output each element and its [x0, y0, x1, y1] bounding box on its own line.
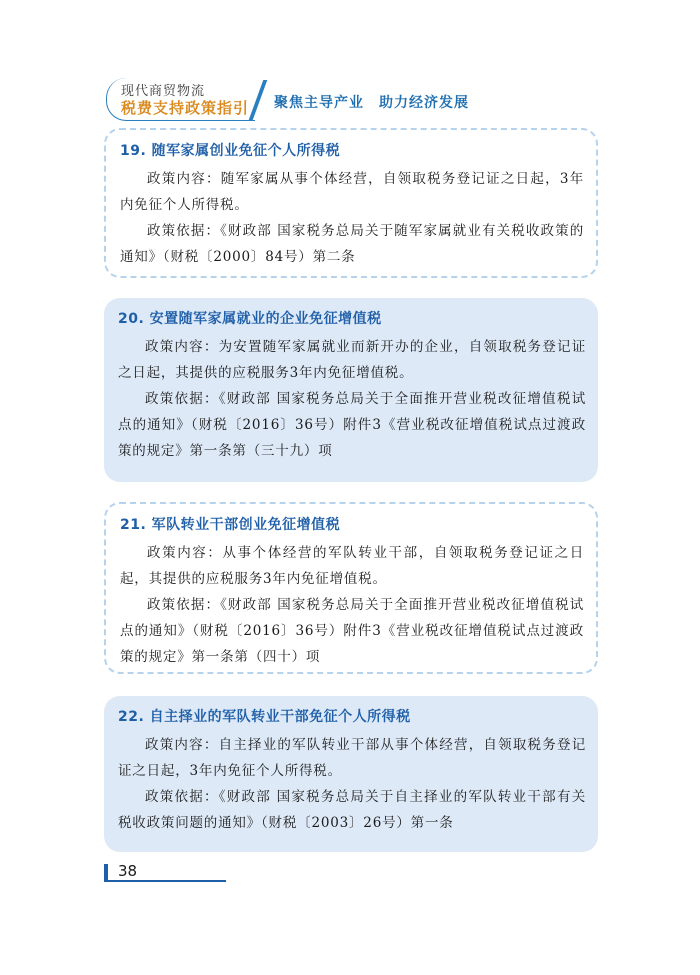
policy-title: 20. 安置随军家属就业的企业免征增值税 [118, 311, 382, 327]
policy-content: 政策内容：自主择业的军队转业干部从事个体经营，自领取税务登记证之日起，3年内免征个人所得税。 [118, 737, 586, 779]
policy-basis: 政策依据：《财政部 国家税务总局关于全面推开营业税改征增值税试点的通知》（财税〔2016〕36号）附件3《营业税改征增值税试点过渡政策的规定》第一条第（四十）项 [120, 597, 584, 665]
policy-basis: 政策依据：《财政部 国家税务总局关于随军家属就业有关税收政策的通知》（财税〔2000〕84号）第二条 [120, 223, 584, 265]
policy-content: 政策内容：为安置随军家属就业而新开办的企业，自领取税务登记证之日起，其提供的应税服务3年内免征增值税。 [118, 339, 586, 381]
policy-card-20 [104, 298, 598, 482]
header-slogan: 聚焦主导产业 助力经济发展 [274, 95, 469, 111]
policy-content: 政策内容：从事个体经营的军队转业干部，自领取税务登记证之日起，其提供的应税服务3年内免征增值税。 [120, 545, 584, 587]
policy-basis: 政策依据：《财政部 国家税务总局关于全面推开营业税改征增值税试点的通知》（财税〔2016〕36号）附件3《营业税改征增值税试点过渡政策的规定》第一条第（三十九）项 [118, 391, 586, 459]
brand-subtitle: 现代商贸物流 [121, 84, 206, 99]
brand-title: 税费支持政策指引 [121, 99, 250, 117]
policy-card-21 [104, 502, 598, 674]
footer-rule [104, 880, 226, 882]
policy-card-19 [104, 128, 598, 278]
policy-content: 政策内容：随军家属从事个体经营，自领取税务登记证之日起，3年内免征个人所得税。 [120, 171, 584, 213]
policy-basis: 政策依据：《财政部 国家税务总局关于自主择业的军队转业干部有关税收政策问题的通知》（财税〔2003〕26号）第一条 [118, 789, 586, 831]
policy-card-22 [104, 696, 598, 852]
page-number: 38 [118, 862, 138, 880]
policy-title: 22. 自主择业的军队转业干部免征个人所得税 [118, 709, 411, 725]
policy-title: 19. 随军家属创业免征个人所得税 [120, 143, 341, 159]
page-header [106, 78, 586, 124]
policy-title: 21. 军队转业干部创业免征增值税 [120, 517, 341, 533]
brand-box [106, 78, 255, 121]
